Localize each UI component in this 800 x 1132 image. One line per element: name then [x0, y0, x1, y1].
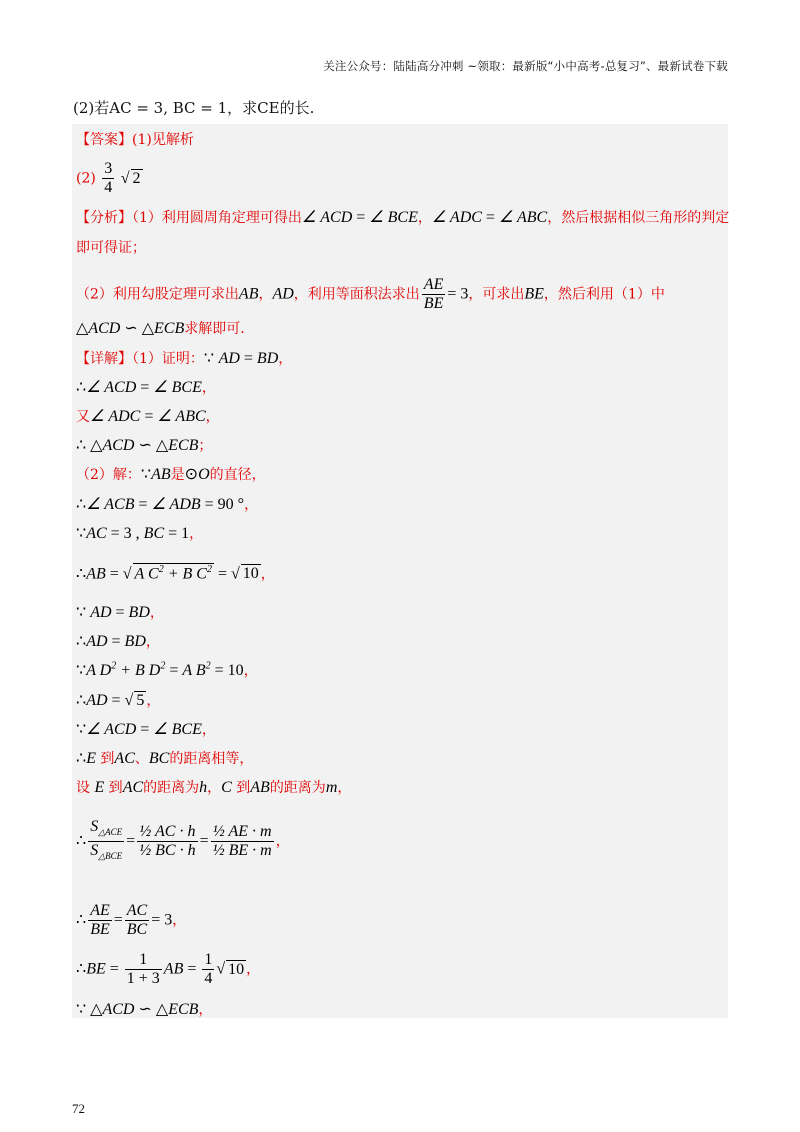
- detail-line13: ∵∠ ACD = ∠ BCE，: [76, 721, 216, 738]
- detail-line3: 又∠ ADC = ∠ ABC，: [76, 408, 220, 425]
- page-number: 72: [72, 1101, 85, 1116]
- detail-label: 【详解】: [76, 351, 132, 367]
- answer-part2: (2) $\frac{3}{4}$ √ 2: [76, 160, 141, 196]
- detail-line6: ∴∠ ACB = ∠ ADB = 90 °，: [76, 496, 259, 513]
- page-header: 关注公众号：陆陆高分冲刺 ~领取：最新版“小中高考-总复习”、最新试卷下载: [323, 59, 728, 73]
- detail-line16: ∴ $\frac{S_{\triangle ACE}}{S_{\triangle BCE}}$ = $\frac{\text{½ AC · h}}{\text{½ BC · h}}$ = $\frac{\text{½ AE · m}}{\text{½ BE · m}}$ ，: [76, 818, 290, 862]
- detail-line15: 设 E 到AC的距离为h，C 到AB的距离为m，: [76, 779, 352, 796]
- detail-line5: （2）解：∵AB是⊙O的直径，: [76, 466, 266, 483]
- detail-line10: ∴AD = BD，: [76, 633, 160, 650]
- detail-line11: ∵A $D^2 + B$ $D^2 = A$ $B^2 = 10$，: [76, 660, 258, 679]
- detail-line17: ∴ $\frac{AE}{BE}$ = $\frac{AC}{BC}$ = 3，: [76, 902, 187, 938]
- detail-line19: ∵ △ACD ∽ △ECB，: [76, 1001, 213, 1018]
- question-part2: (2)若AC = 3, BC = 1，求CE的长.: [73, 99, 315, 117]
- detail-line18: ∴BE = $\frac{1}{1 + 3}$ AB = $\frac{1}{4}$ √ 10 ，: [76, 951, 261, 987]
- detail-line2: ∴∠ ACD = ∠ BCE，: [76, 379, 216, 396]
- detail-line7: ∵AC = 3 , BC = 1，: [76, 525, 204, 542]
- detail-line8: ∴AB = √ A $C^2 + B$ $C^2$ = √ 10 ，: [76, 564, 275, 583]
- detail-line12: ∴AD = √ 5 ，: [76, 692, 161, 709]
- answer-label: 【答案】: [76, 132, 132, 148]
- answer-line: [76, 129, 194, 149]
- detail-line4: ∴ △ACD ∽ △ECB；: [76, 437, 213, 454]
- detail-line14: ∴E 到AC、BC的距离相等，: [76, 750, 254, 767]
- analysis-line1: 【分析】（1）利用圆周角定理可得出∠ ACD = ∠ BCE，∠ ADC = ∠ ABC，然后根据相似三角形的判定: [76, 209, 730, 226]
- analysis-line2: 即可得证；: [76, 240, 146, 256]
- detail-line1: 【详解】（1）证明：∵ AD = BD，: [76, 350, 293, 367]
- analysis-label: 【分析】: [76, 210, 132, 226]
- analysis-line3: （2）利用勾股定理可求出AB，AD，利用等面积法求出 $\frac{AE}{BE}$ = 3，可求出BE，然后利用（1）中: [76, 276, 665, 312]
- detail-line9: ∵ AD = BD，: [76, 604, 164, 621]
- answer-part1: (1)见解析: [132, 132, 194, 148]
- analysis-line4: △ACD ∽ △ECB求解即可.: [76, 320, 245, 337]
